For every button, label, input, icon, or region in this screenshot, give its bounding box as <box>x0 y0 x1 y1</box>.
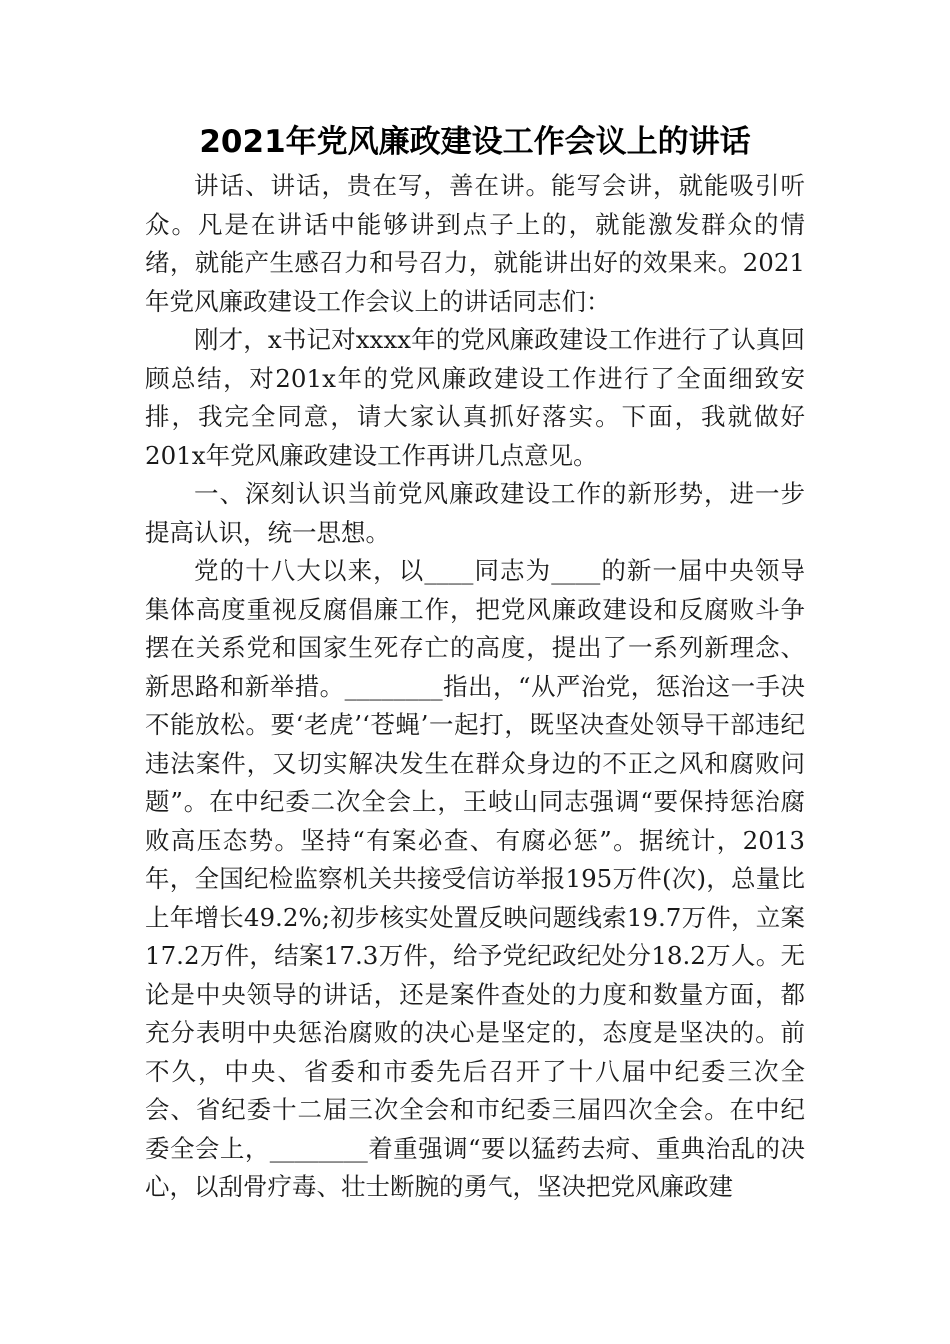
document-body <box>145 167 805 1207</box>
paragraph-situation: 党的十八大以来，以____同志为____的新一届中央领导集体高度重视反腐倡廉工作，把党风廉政建设和反腐败斗争摆在关系党和国家生死存亡的高度，提出了一系列新理念、新思路和新举措。________指出，“从严治党，惩治这一手决不能放松。要‘老虎’‘苍蝇’一起打，既坚决查处领导干部违纪违法案件，又切实解决发生在群众身边的不正之风和腐败问题”。在中纪委二次全会上，王岐山同志强调“要保持惩治腐败高压态势。坚持“有案必查、有腐必惩”。据统计，2013年，全国纪检监察机关共接受信访举报195万件(次)，总量比上年增长49.2%;初步核实处置反映问题线索19.7万件，立案17.2万件，结案17.3万件，给予党纪政纪处分18.2万人。无论是中央领导的讲话，还是案件查处的力度和数量方面，都充分表明中央惩治腐败的决心是坚定的，态度是坚决的。前不久，中央、省委和市委先后召开了十八届中纪委三次全会、省纪委十二届三次全会和市纪委三届四次全会。在中纪委全会上，________着重强调“要以猛药去疴、重典治乱的决心，以刮骨疗毒、壮士断腕的勇气，坚决把党风廉政建 <box>145 556 805 1201</box>
document-title: 2021年党风廉政建设工作会议上的讲话 <box>199 124 751 160</box>
paragraph-intro: 讲话、讲话，贵在写，善在讲。能写会讲，就能吸引听众。凡是在讲话中能够讲到点子上的，就能激发群众的情绪，就能产生感召力和号召力，就能讲出好的效果来。2021年党风廉政建设工作会议上的讲话同志们： <box>145 171 805 316</box>
paragraph-opening: 刚才，x书记对xxxx年的党风廉政建设工作进行了认真回顾总结，对201x年的党风廉政建设工作进行了全面细致安排，我完全同意，请大家认真抓好落实。下面，我就做好201x年党风廉政建设工作再讲几点意见。 <box>145 325 805 470</box>
section-heading-1: 一、深刻认识当前党风廉政建设工作的新形势，进一步提高认识，统一思想。 <box>145 479 805 547</box>
